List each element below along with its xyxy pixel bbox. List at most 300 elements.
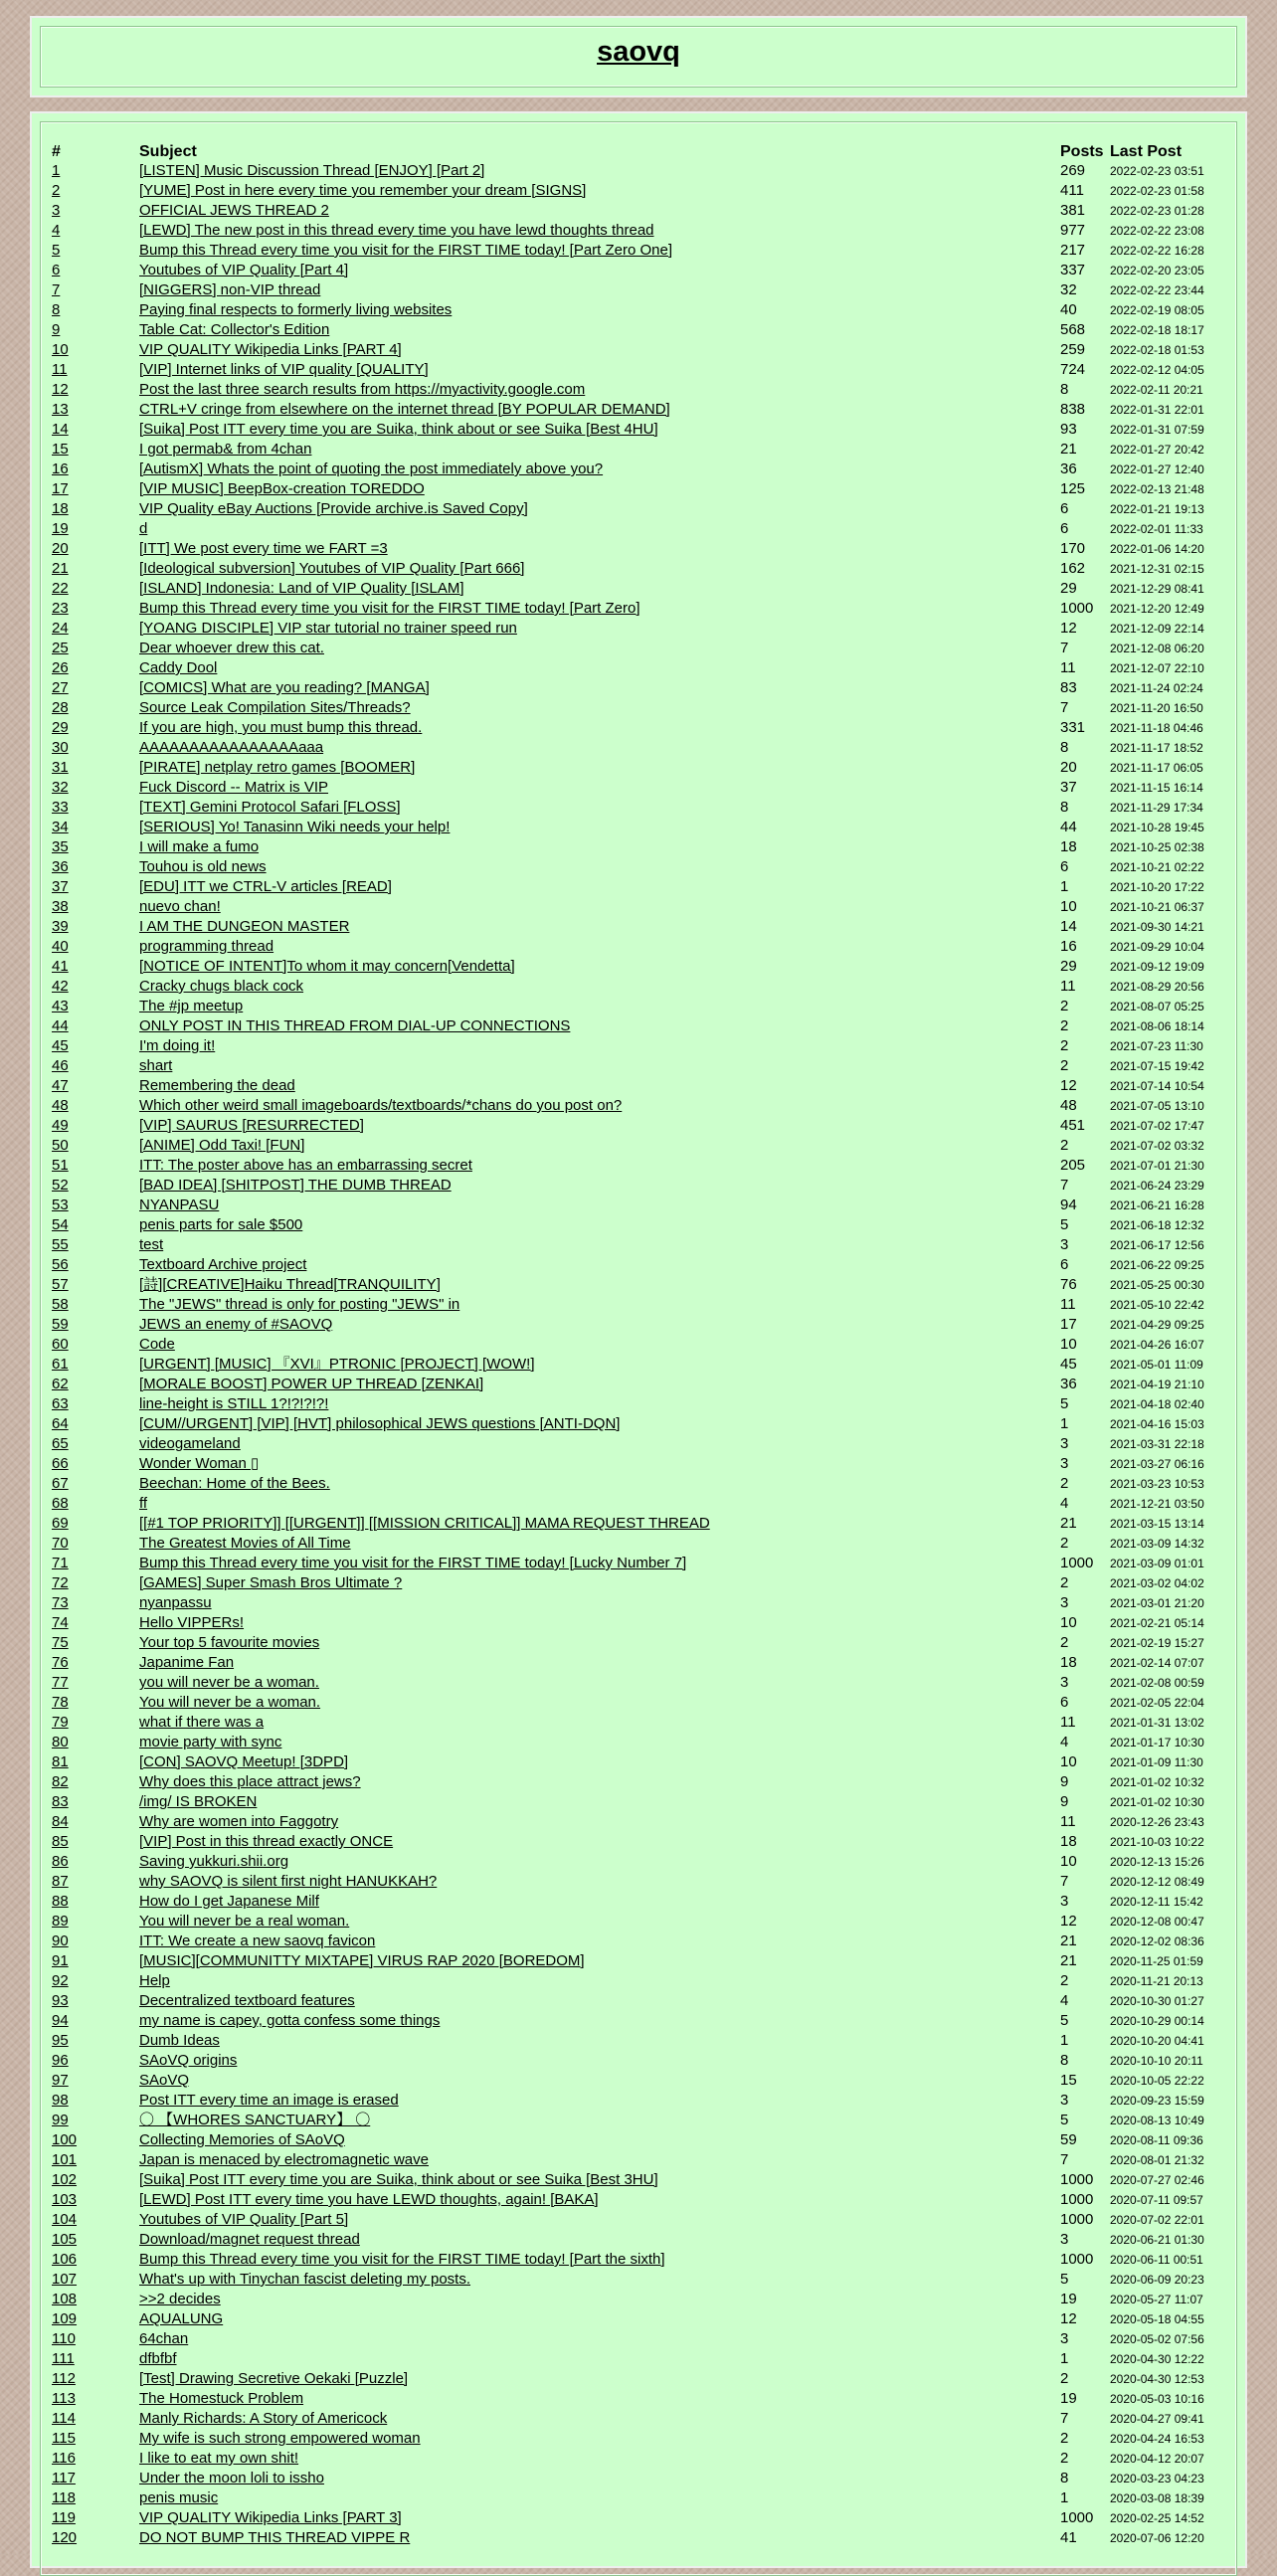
thread-subject-link[interactable]: line-height is STILL 1?!?!?!?!: [139, 1395, 329, 1412]
thread-number-link[interactable]: 112: [52, 2370, 76, 2387]
thread-number-link[interactable]: 11: [52, 361, 68, 378]
thread-subject-link[interactable]: Wonder Woman ▯: [139, 1455, 260, 1472]
thread-subject-link[interactable]: why SAOVQ is silent first night HANUKKAH?: [139, 1873, 438, 1890]
thread-subject-link[interactable]: Bump this Thread every time you visit for the FIRST TIME today! [Part Zero One]: [139, 242, 673, 259]
thread-number-link[interactable]: 116: [52, 2450, 76, 2467]
thread-number-link[interactable]: 23: [52, 600, 69, 617]
thread-subject-link[interactable]: penis music: [139, 2489, 219, 2506]
thread-subject-cell: [139, 857, 1060, 877]
thread-number-link[interactable]: 85: [52, 1833, 69, 1850]
thread-number-link[interactable]: 91: [52, 1952, 69, 1969]
thread-number-link[interactable]: 19: [52, 520, 69, 537]
thread-number-link[interactable]: 86: [52, 1853, 69, 1870]
thread-number-link[interactable]: 106: [52, 2251, 78, 2268]
thread-number-cell: [52, 1932, 139, 1951]
board-header: [30, 16, 1247, 97]
thread-number-link[interactable]: 63: [52, 1395, 69, 1412]
thread-number-link[interactable]: 77: [52, 1674, 69, 1691]
thread-row: [52, 2508, 1225, 2528]
thread-number-link[interactable]: 72: [52, 1574, 69, 1591]
thread-number-link[interactable]: 50: [52, 1137, 69, 1154]
thread-number-link[interactable]: 62: [52, 1376, 69, 1392]
thread-number-link[interactable]: 99: [52, 2112, 69, 2128]
thread-number-link[interactable]: 55: [52, 1236, 69, 1253]
thread-subject-link[interactable]: /img/ IS BROKEN: [139, 1793, 258, 1810]
thread-subject-link[interactable]: Youtubes of VIP Quality [Part 5]: [139, 2211, 349, 2228]
thread-number-link[interactable]: 9: [52, 321, 61, 338]
thread-subject-link[interactable]: VIP Quality eBay Auctions [Provide archive.is Saved Copy]: [139, 500, 528, 517]
thread-number-cell: [52, 678, 139, 698]
thread-last-post-time: 2021-03-09 14:32: [1110, 1537, 1204, 1551]
thread-subject-cell: [139, 1872, 1060, 1892]
thread-subject-link[interactable]: nyanpassu: [139, 1594, 212, 1611]
thread-number-link[interactable]: 34: [52, 819, 69, 835]
thread-number-link[interactable]: 25: [52, 640, 69, 656]
thread-number-link[interactable]: 75: [52, 1634, 69, 1651]
thread-post-count: 36: [1060, 460, 1077, 477]
thread-number-link[interactable]: 105: [52, 2231, 78, 2248]
thread-subject-link[interactable]: DO NOT BUMP THIS THREAD VIPPE R: [139, 2529, 411, 2546]
thread-number-link[interactable]: 51: [52, 1157, 69, 1174]
thread-number-link[interactable]: 68: [52, 1495, 69, 1512]
thread-number-link[interactable]: 80: [52, 1734, 69, 1750]
thread-number-link[interactable]: 104: [52, 2211, 78, 2228]
thread-number-link[interactable]: 93: [52, 1992, 69, 2009]
thread-subject-link[interactable]: The #jp meetup: [139, 998, 244, 1014]
thread-number-link[interactable]: 21: [52, 560, 69, 577]
thread-subject-link[interactable]: [GAMES] Super Smash Bros Ultimate ?: [139, 1574, 403, 1591]
thread-subject-link[interactable]: Bump this Thread every time you visit for the FIRST TIME today! [Part Zero]: [139, 600, 640, 617]
thread-subject-link[interactable]: You will never be a woman.: [139, 1694, 321, 1711]
thread-number-link[interactable]: 120: [52, 2529, 78, 2546]
thread-last-post-time: 2021-05-01 11:09: [1110, 1358, 1203, 1372]
thread-number-link[interactable]: 32: [52, 779, 69, 796]
thread-subject-cell: [139, 1852, 1060, 1872]
thread-post-count: 2: [1060, 998, 1069, 1014]
thread-number-link[interactable]: 108: [52, 2291, 78, 2307]
thread-number-link[interactable]: 119: [52, 2509, 76, 2526]
thread-number-link[interactable]: 61: [52, 1356, 69, 1373]
thread-number-link[interactable]: 12: [52, 381, 69, 398]
thread-subject-cell: [139, 2111, 1060, 2130]
thread-subject-link[interactable]: VIP QUALITY Wikipedia Links [PART 3]: [139, 2509, 402, 2526]
thread-number-cell: [52, 758, 139, 778]
thread-number-link[interactable]: 17: [52, 480, 69, 497]
thread-subject-link[interactable]: penis parts for sale $500: [139, 1216, 303, 1233]
thread-number-link[interactable]: 82: [52, 1773, 69, 1790]
thread-subject-link[interactable]: [CUM//URGENT] [VIP] [HVT] philosophical JEWS questions [ANTI-DQN]: [139, 1415, 621, 1432]
thread-number-link[interactable]: 103: [52, 2191, 78, 2208]
thread-subject-link[interactable]: [URGENT] [MUSIC] 『XVI』PTRONIC [PROJECT] [WOW!]: [139, 1356, 535, 1373]
thread-subject-cell: [139, 280, 1060, 300]
thread-number-link[interactable]: 115: [52, 2430, 76, 2447]
thread-subject-link[interactable]: Post ITT every time an image is erased: [139, 2092, 399, 2109]
thread-subject-link[interactable]: my name is capey, gotta confess some things: [139, 2012, 441, 2029]
thread-number-link[interactable]: 111: [52, 2350, 75, 2367]
thread-subject-link[interactable]: Bump this Thread every time you visit for the FIRST TIME today! [Lucky Number 7]: [139, 1555, 687, 1571]
thread-row: [52, 639, 1225, 658]
thread-number-link[interactable]: 89: [52, 1913, 69, 1930]
thread-subject-link[interactable]: SAoVQ: [139, 2072, 190, 2089]
thread-number-link[interactable]: 107: [52, 2271, 78, 2288]
thread-number-link[interactable]: 41: [52, 958, 69, 975]
thread-last-post-time: 2020-05-27 11:07: [1110, 2293, 1203, 2306]
thread-subject-cell: [139, 2130, 1060, 2150]
thread-subject-link[interactable]: Your top 5 favourite movies: [139, 1634, 320, 1651]
thread-subject-link[interactable]: Textboard Archive project: [139, 1256, 307, 1273]
thread-number-link[interactable]: 39: [52, 918, 69, 935]
thread-subject-link[interactable]: JEWS an enemy of #SAOVQ: [139, 1316, 333, 1333]
thread-subject-link[interactable]: [VIP] SAURUS [RESURRECTED]: [139, 1117, 364, 1134]
thread-subject-link[interactable]: [YUME] Post in here every time you remember your dream [SIGNS]: [139, 182, 587, 199]
thread-number-link[interactable]: 43: [52, 998, 69, 1014]
thread-subject-link[interactable]: [COMICS] What are you reading? [MANGA]: [139, 679, 430, 696]
thread-post-count: 10: [1060, 1753, 1077, 1770]
thread-subject-link[interactable]: AQUALUNG: [139, 2310, 224, 2327]
thread-number-link[interactable]: 52: [52, 1177, 69, 1194]
thread-subject-link[interactable]: [TEXT] Gemini Protocol Safari [FLOSS]: [139, 799, 401, 816]
thread-number-cell: [52, 2329, 139, 2349]
thread-subject-link[interactable]: 64chan: [139, 2330, 189, 2347]
thread-subject-link[interactable]: [BAD IDEA] [SHITPOST] THE DUMB THREAD: [139, 1177, 452, 1194]
thread-row: [52, 1136, 1225, 1156]
board-title-link[interactable]: saovq: [597, 36, 680, 68]
thread-number-link[interactable]: 49: [52, 1117, 69, 1134]
thread-subject-link[interactable]: Why does this place attract jews?: [139, 1773, 361, 1790]
thread-subject-link[interactable]: [VIP] Internet links of VIP quality [QUALITY]: [139, 361, 429, 378]
thread-number-link[interactable]: 30: [52, 739, 69, 756]
thread-number-link[interactable]: 48: [52, 1097, 69, 1114]
thread-number-link[interactable]: 4: [52, 222, 61, 239]
thread-subject-link[interactable]: shart: [139, 1057, 173, 1074]
thread-number-link[interactable]: 29: [52, 719, 69, 736]
thread-number-cell: [52, 539, 139, 559]
thread-subject-link[interactable]: [NIGGERS] non-VIP thread: [139, 281, 321, 298]
thread-subject-cell: [139, 519, 1060, 539]
thread-number-link[interactable]: 92: [52, 1972, 69, 1989]
thread-number-link[interactable]: 6: [52, 262, 61, 278]
thread-subject-link[interactable]: Youtubes of VIP Quality [Part 4]: [139, 262, 349, 278]
thread-subject-link[interactable]: If you are high, you must bump this thread.: [139, 719, 423, 736]
thread-subject-link[interactable]: Beechan: Home of the Bees.: [139, 1475, 330, 1492]
thread-subject-link[interactable]: I'm doing it!: [139, 1037, 216, 1054]
thread-last-post-time: 2021-03-27 06:16: [1110, 1457, 1204, 1471]
thread-subject-link[interactable]: [Ideological subversion] Youtubes of VIP Quality [Part 666]: [139, 560, 525, 577]
thread-number-link[interactable]: 15: [52, 441, 69, 458]
thread-number-link[interactable]: 78: [52, 1694, 69, 1711]
thread-subject-link[interactable]: I like to eat my own shit!: [139, 2450, 299, 2467]
thread-subject-link[interactable]: what if there was a: [139, 1714, 265, 1731]
thread-number-link[interactable]: 45: [52, 1037, 69, 1054]
thread-number-link[interactable]: 97: [52, 2072, 69, 2089]
thread-row: [52, 1912, 1225, 1932]
thread-row: [52, 1196, 1225, 1215]
thread-subject-link[interactable]: Post the last three search results from https://myactivity.google.com: [139, 381, 586, 398]
thread-number-link[interactable]: 10: [52, 341, 69, 358]
thread-subject-link[interactable]: I AM THE DUNGEON MASTER: [139, 918, 350, 935]
thread-subject-link[interactable]: [詩][CREATIVE]Haiku Thread[TRANQUILITY]: [139, 1276, 441, 1293]
thread-subject-link[interactable]: >>2 decides: [139, 2291, 221, 2307]
thread-subject-cell: [139, 360, 1060, 380]
thread-subject-link[interactable]: videogameland: [139, 1435, 241, 1452]
thread-subject-link[interactable]: The Homestuck Problem: [139, 2390, 304, 2407]
thread-number-link[interactable]: 69: [52, 1515, 69, 1532]
thread-number-link[interactable]: 35: [52, 838, 69, 855]
thread-subject-link[interactable]: The Greatest Movies of All Time: [139, 1535, 351, 1552]
thread-subject-link[interactable]: OFFICIAL JEWS THREAD 2: [139, 202, 329, 219]
thread-subject-cell: [139, 1056, 1060, 1076]
thread-subject-link[interactable]: [Suika] Post ITT every time you are Suika, think about or see Suika [Best 3HU]: [139, 2171, 658, 2188]
thread-number-link[interactable]: 44: [52, 1017, 69, 1034]
thread-subject-link[interactable]: VIP QUALITY Wikipedia Links [PART 4]: [139, 341, 402, 358]
thread-subject-link[interactable]: [Test] Drawing Secretive Oekaki [Puzzle]: [139, 2370, 409, 2387]
thread-number-link[interactable]: 54: [52, 1216, 69, 1233]
thread-subject-link[interactable]: 〇 【WHORES SANCTUARY】 〇: [139, 2112, 371, 2128]
thread-row: [52, 1633, 1225, 1653]
thread-subject-link[interactable]: Caddy Dool: [139, 659, 218, 676]
thread-last-post-time: 2022-01-27 20:42: [1110, 443, 1204, 457]
thread-row: [52, 857, 1225, 877]
thread-number-link[interactable]: 94: [52, 2012, 69, 2029]
thread-number-link[interactable]: 60: [52, 1336, 69, 1353]
thread-subject-link[interactable]: Manly Richards: A Story of Americock: [139, 2410, 388, 2427]
thread-subject-link[interactable]: Remembering the dead: [139, 1077, 295, 1094]
thread-number-link[interactable]: 2: [52, 182, 61, 199]
thread-subject-link[interactable]: Dear whoever drew this cat.: [139, 640, 324, 656]
thread-number-link[interactable]: 100: [52, 2131, 78, 2148]
thread-subject-link[interactable]: dfbfbf: [139, 2350, 177, 2367]
thread-subject-link[interactable]: Download/magnet request thread: [139, 2231, 360, 2248]
thread-subject-link[interactable]: [YOANG DISCIPLE] VIP star tutorial no trainer speed run: [139, 620, 517, 637]
thread-subject-link[interactable]: [ANIME] Odd Taxi! [FUN]: [139, 1137, 305, 1154]
thread-subject-link[interactable]: What's up with Tinychan fascist deleting my posts.: [139, 2271, 471, 2288]
thread-subject-link[interactable]: [ISLAND] Indonesia: Land of VIP Quality [ISLAM]: [139, 580, 464, 597]
thread-number-link[interactable]: 90: [52, 1932, 69, 1949]
thread-number-link[interactable]: 71: [52, 1555, 69, 1571]
thread-number-link[interactable]: 98: [52, 2092, 69, 2109]
thread-number-link[interactable]: 66: [52, 1455, 69, 1472]
thread-number-link[interactable]: 73: [52, 1594, 69, 1611]
thread-number-link[interactable]: 42: [52, 978, 69, 995]
thread-subject-link[interactable]: Decentralized textboard features: [139, 1992, 355, 2009]
thread-last-post-time: 2022-01-27 12:40: [1110, 462, 1204, 476]
thread-number-link[interactable]: 14: [52, 421, 69, 438]
thread-number-link[interactable]: 20: [52, 540, 69, 557]
thread-subject-link[interactable]: [SERIOUS] Yo! Tanasinn Wiki needs your help!: [139, 819, 451, 835]
thread-number-link[interactable]: 84: [52, 1813, 69, 1830]
thread-subject-link[interactable]: Why are women into Faggotry: [139, 1813, 339, 1830]
thread-number-link[interactable]: 16: [52, 460, 69, 477]
thread-subject-link[interactable]: [LISTEN] Music Discussion Thread [ENJOY] [Part 2]: [139, 162, 485, 179]
thread-number-cell: [52, 380, 139, 400]
thread-post-count: 10: [1060, 1336, 1077, 1353]
thread-subject-cell: [139, 1196, 1060, 1215]
thread-subject-link[interactable]: Fuck Discord -- Matrix is VIP: [139, 779, 329, 796]
thread-number-link[interactable]: 24: [52, 620, 69, 637]
thread-number-link[interactable]: 3: [52, 202, 61, 219]
thread-number-link[interactable]: 18: [52, 500, 69, 517]
thread-number-link[interactable]: 70: [52, 1535, 69, 1552]
thread-subject-link[interactable]: My wife is such strong empowered woman: [139, 2430, 421, 2447]
thread-number-link[interactable]: 118: [52, 2489, 76, 2506]
thread-subject-cell: [139, 221, 1060, 241]
thread-subject-link[interactable]: [LEWD] The new post in this thread every time you have lewd thoughts thread: [139, 222, 654, 239]
thread-subject-link[interactable]: nuevo chan!: [139, 898, 221, 915]
thread-number-link[interactable]: 40: [52, 938, 69, 955]
thread-number-link[interactable]: 87: [52, 1873, 69, 1890]
thread-number-link[interactable]: 65: [52, 1435, 69, 1452]
thread-subject-link[interactable]: [Suika] Post ITT every time you are Suika, think about or see Suika [Best 4HU]: [139, 421, 658, 438]
thread-subject-link[interactable]: Table Cat: Collector's Edition: [139, 321, 330, 338]
thread-last-post-time: 2020-12-11 15:42: [1110, 1895, 1203, 1909]
thread-subject-link[interactable]: Which other weird small imageboards/textboards/*chans do you post on?: [139, 1097, 623, 1114]
thread-number-link[interactable]: 47: [52, 1077, 69, 1094]
thread-subject-link[interactable]: [CON] SAOVQ Meetup! [3DPD]: [139, 1753, 349, 1770]
thread-number-link[interactable]: 37: [52, 878, 69, 895]
thread-number-link[interactable]: 27: [52, 679, 69, 696]
thread-subject-cell: [139, 2091, 1060, 2111]
thread-number-link[interactable]: 38: [52, 898, 69, 915]
thread-row: [52, 2429, 1225, 2449]
thread-number-link[interactable]: 96: [52, 2052, 69, 2069]
thread-number-link[interactable]: 114: [52, 2410, 76, 2427]
thread-number-link[interactable]: 46: [52, 1057, 69, 1074]
thread-number-link[interactable]: 102: [52, 2171, 78, 2188]
thread-number-link[interactable]: 13: [52, 401, 69, 418]
thread-number-link[interactable]: 53: [52, 1196, 69, 1213]
thread-subject-link[interactable]: You will never be a real woman.: [139, 1913, 350, 1930]
thread-subject-link[interactable]: Under the moon loli to issho: [139, 2470, 324, 2486]
thread-number-link[interactable]: 74: [52, 1614, 69, 1631]
thread-last-post-time: 2020-11-25 01:59: [1110, 1954, 1203, 1968]
thread-subject-cell: [139, 937, 1060, 957]
thread-number-link[interactable]: 64: [52, 1415, 69, 1432]
thread-number-link[interactable]: 33: [52, 799, 69, 816]
thread-subject-link[interactable]: [MORALE BOOST] POWER UP THREAD [ZENKAI]: [139, 1376, 484, 1392]
thread-subject-link[interactable]: Dumb Ideas: [139, 2032, 220, 2049]
thread-subject-link[interactable]: movie party with sync: [139, 1734, 282, 1750]
thread-subject-link[interactable]: [VIP] Post in this thread exactly ONCE: [139, 1833, 394, 1850]
thread-last-post-time: 2021-06-17 12:56: [1110, 1238, 1204, 1252]
thread-subject-link[interactable]: The "JEWS" thread is only for posting "JEWS" in: [139, 1296, 460, 1313]
thread-number-link[interactable]: 113: [52, 2390, 76, 2407]
thread-subject-link[interactable]: programming thread: [139, 938, 274, 955]
thread-subject-link[interactable]: [[#1 TOP PRIORITY]] [[URGENT]] [[MISSION CRITICAL]] MAMA REQUEST THREAD: [139, 1515, 710, 1532]
thread-subject-link[interactable]: [PIRATE] netplay retro games [BOOMER]: [139, 759, 416, 776]
thread-number-link[interactable]: 59: [52, 1316, 69, 1333]
thread-subject-link[interactable]: Collecting Memories of SAoVQ: [139, 2131, 345, 2148]
thread-last-post-time: 2021-11-15 16:14: [1110, 781, 1203, 795]
thread-subject-link[interactable]: Japan is menaced by electromagnetic wave: [139, 2151, 429, 2168]
thread-last-post-time: 2021-04-26 16:07: [1110, 1338, 1204, 1352]
thread-subject-link[interactable]: How do I get Japanese Milf: [139, 1893, 319, 1910]
thread-subject-link[interactable]: I got permab& from 4chan: [139, 441, 312, 458]
thread-number-link[interactable]: 109: [52, 2310, 78, 2327]
thread-subject-link[interactable]: Cracky chugs black cock: [139, 978, 304, 995]
thread-subject-link[interactable]: ff: [139, 1495, 148, 1512]
thread-last-post-time: 2022-01-06 14:20: [1110, 542, 1204, 556]
thread-number-link[interactable]: 22: [52, 580, 69, 597]
thread-subject-cell: [139, 2429, 1060, 2449]
thread-subject-link[interactable]: [AutismX] Whats the point of quoting the post immediately above you?: [139, 460, 604, 477]
thread-subject-link[interactable]: I will make a fumo: [139, 838, 260, 855]
thread-subject-link[interactable]: Code: [139, 1336, 175, 1353]
thread-subject-link[interactable]: Bump this Thread every time you visit for the FIRST TIME today! [Part the sixth]: [139, 2251, 665, 2268]
thread-post-count: 59: [1060, 2131, 1077, 2148]
thread-number-cell: [52, 1852, 139, 1872]
thread-subject-link[interactable]: Source Leak Compilation Sites/Threads?: [139, 699, 411, 716]
thread-subject-link[interactable]: ITT: The poster above has an embarrassing secret: [139, 1157, 472, 1174]
thread-post-count: 7: [1060, 2410, 1069, 2427]
thread-number-link[interactable]: 8: [52, 301, 61, 318]
thread-subject-link[interactable]: Japanime Fan: [139, 1654, 235, 1671]
thread-row: [52, 499, 1225, 519]
thread-number-link[interactable]: 58: [52, 1296, 69, 1313]
thread-number-link[interactable]: 76: [52, 1654, 69, 1671]
thread-subject-link[interactable]: CTRL+V cringe from elsewhere on the internet thread [BY POPULAR DEMAND]: [139, 401, 670, 418]
thread-subject-link[interactable]: Touhou is old news: [139, 858, 267, 875]
thread-subject-link[interactable]: test: [139, 1236, 164, 1253]
thread-subject-cell: [139, 261, 1060, 280]
thread-subject-cell: [139, 758, 1060, 778]
thread-number-link[interactable]: 117: [52, 2470, 76, 2486]
thread-number-link[interactable]: 95: [52, 2032, 69, 2049]
thread-subject-link[interactable]: [MUSIC][COMMUNITTY MIXTAPE] VIRUS RAP 2020 [BOREDOM]: [139, 1952, 585, 1969]
thread-number-link[interactable]: 88: [52, 1893, 69, 1910]
thread-subject-link[interactable]: NYANPASU: [139, 1196, 220, 1213]
thread-subject-link[interactable]: [VIP MUSIC] BeepBox-creation TOREDDO: [139, 480, 425, 497]
thread-number-link[interactable]: 81: [52, 1753, 69, 1770]
thread-last-post-time: 2020-10-20 04:41: [1110, 2034, 1204, 2048]
thread-number-link[interactable]: 57: [52, 1276, 69, 1293]
thread-subject-link[interactable]: you will never be a woman.: [139, 1674, 319, 1691]
thread-last-post-time: 2022-02-19 08:05: [1110, 303, 1204, 317]
thread-subject-link[interactable]: [ITT] We post every time we FART =3: [139, 540, 388, 557]
thread-subject-link[interactable]: [NOTICE OF INTENT]To whom it may concern[Vendetta]: [139, 958, 515, 975]
thread-subject-link[interactable]: Hello VIPPERs!: [139, 1614, 245, 1631]
thread-number-link[interactable]: 7: [52, 281, 61, 298]
thread-row: [52, 1056, 1225, 1076]
thread-subject-link[interactable]: SAoVQ origins: [139, 2052, 238, 2069]
thread-subject-link[interactable]: d: [139, 520, 148, 537]
thread-number-link[interactable]: 67: [52, 1475, 69, 1492]
thread-subject-link[interactable]: Saving yukkuri.shii.org: [139, 1853, 289, 1870]
thread-rows: [52, 161, 1225, 2548]
thread-number-link[interactable]: 83: [52, 1793, 69, 1810]
thread-subject-link[interactable]: ITT: We create a new saovq favicon: [139, 1932, 376, 1949]
thread-number-link[interactable]: 5: [52, 242, 61, 259]
thread-subject-link[interactable]: [EDU] ITT we CTRL-V articles [READ]: [139, 878, 392, 895]
thread-number-link[interactable]: 101: [52, 2151, 78, 2168]
thread-subject-link[interactable]: [LEWD] Post ITT every time you have LEWD thoughts, again! [BAKA]: [139, 2191, 599, 2208]
thread-number-link[interactable]: 56: [52, 1256, 69, 1273]
thread-subject-cell: [139, 678, 1060, 698]
thread-number-link[interactable]: 36: [52, 858, 69, 875]
thread-last-post-time: 2021-07-01 21:30: [1110, 1159, 1204, 1173]
thread-number-link[interactable]: 79: [52, 1714, 69, 1731]
thread-number-cell: [52, 1951, 139, 1971]
thread-number-link[interactable]: 31: [52, 759, 69, 776]
thread-number-link[interactable]: 26: [52, 659, 69, 676]
thread-post-count: 7: [1060, 2151, 1069, 2168]
thread-subject-link[interactable]: Help: [139, 1972, 170, 1989]
thread-number-link[interactable]: 110: [52, 2330, 76, 2347]
thread-subject-link[interactable]: Paying final respects to formerly living websites: [139, 301, 453, 318]
thread-number-link[interactable]: 28: [52, 699, 69, 716]
thread-number-link[interactable]: 1: [52, 162, 61, 179]
thread-subject-link[interactable]: AAAAAAAAAAAAAAAAaaa: [139, 739, 324, 756]
thread-subject-link[interactable]: ONLY POST IN THIS THREAD FROM DIAL-UP CONNECTIONS: [139, 1017, 571, 1034]
